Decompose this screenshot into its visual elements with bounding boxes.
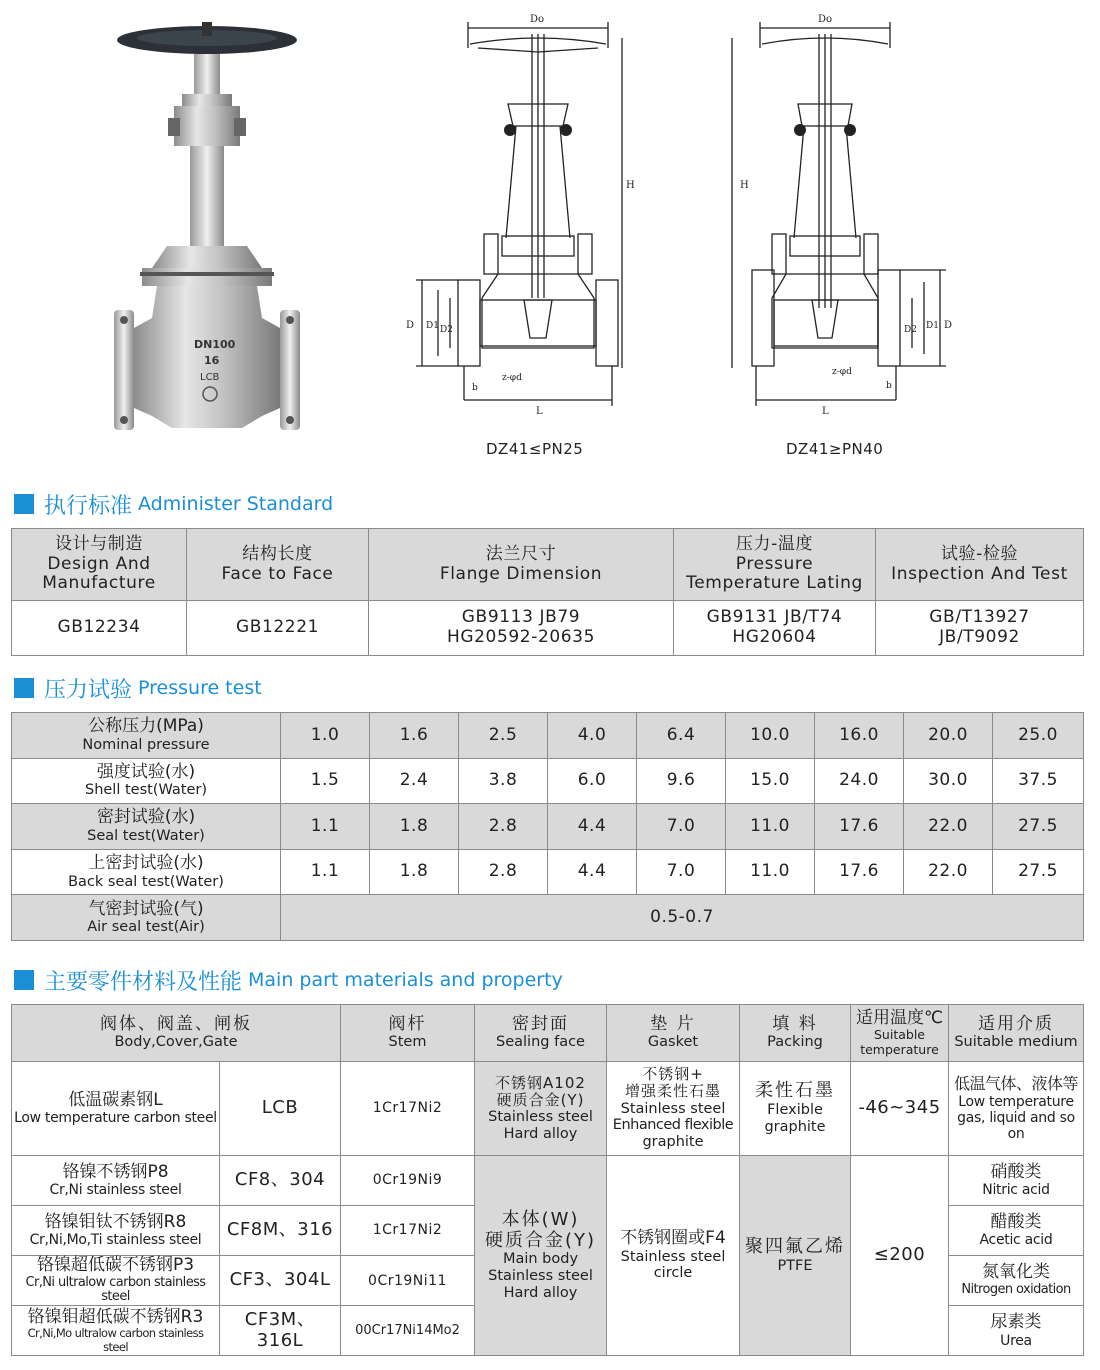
temp-row1: -46~345	[851, 1062, 949, 1156]
standard-table	[11, 528, 1084, 656]
medium-row3: 醋酸类 Acetic acid	[949, 1206, 1084, 1256]
pressure-row-air	[12, 895, 1084, 941]
value-pressure-temp: GB9131 JB/T74 HG20604	[674, 601, 876, 656]
header-pressure-temp: 压力-温度 Pressure Temperature Lating	[674, 529, 876, 601]
heading-zh: 执行标准	[44, 493, 133, 519]
pressure-row	[12, 713, 1084, 759]
air-seal-value: 0.5-0.7	[281, 895, 1084, 941]
pressure-row	[12, 758, 1084, 804]
photo-mark-pn: 16	[204, 354, 220, 367]
dim-b-pn40: b	[886, 381, 892, 391]
pressure-table	[11, 712, 1084, 941]
dim-do-pn40: Do	[818, 14, 833, 25]
header-sealing: 密封面 Sealing face	[475, 1005, 607, 1062]
pressure-value: 4.4	[548, 804, 637, 850]
material-grade: LCB	[220, 1062, 341, 1156]
pressure-value: 17.6	[815, 804, 904, 850]
heading-en: Administer Standard	[138, 493, 334, 515]
packing-row1: 柔性石墨 Flexible graphite	[740, 1062, 851, 1156]
material-stem: 00Cr17Ni14Mo2	[341, 1306, 475, 1356]
pressure-value: 7.0	[637, 849, 726, 895]
gasket-row1: 不锈钢+ 增强柔性石墨 Stainless steel Enhanced flexible graphite	[607, 1062, 740, 1156]
pressure-row-label: 上密封试验(水) Back seal test(Water)	[12, 849, 281, 895]
pressure-row	[12, 804, 1084, 850]
header-gasket: 垫 片 Gasket	[607, 1005, 740, 1062]
dim-l-pn25: L	[536, 406, 543, 417]
pressure-value: 27.5	[993, 849, 1084, 895]
photo-mark-dn: DN100	[194, 338, 236, 351]
material-stem: 0Cr19Ni9	[341, 1156, 475, 1206]
material-grade: CF8、304	[220, 1156, 341, 1206]
pressure-value: 7.0	[637, 804, 726, 850]
pressure-value: 4.0	[548, 713, 637, 759]
caption-pn40: DZ41≥PN40	[786, 440, 884, 458]
header-face-to-face: 结构长度 Face to Face	[187, 529, 369, 601]
square-bullet-icon	[14, 494, 34, 514]
material-name: 铬镍不锈钢P8 Cr,Ni stainless steel	[12, 1156, 220, 1206]
header-stem: 阀杆 Stem	[341, 1005, 475, 1062]
material-name: 铬镍钼钛不锈钢R8 Cr,Ni,Mo,Ti stainless steel	[12, 1206, 220, 1256]
pressure-value: 4.4	[548, 849, 637, 895]
medium-row5: 尿素类 Urea	[949, 1306, 1084, 1356]
pressure-value: 11.0	[726, 849, 815, 895]
drawing-dz41-pn40	[720, 8, 960, 420]
sealing-face-row1: 不锈钢A102 硬质合金(Y) Stainless steel Hard alloy	[475, 1062, 607, 1156]
section-heading-standard	[14, 490, 333, 518]
pressure-row	[12, 849, 1084, 895]
pressure-value: 20.0	[904, 713, 993, 759]
dim-d1-pn25: D1	[426, 321, 439, 331]
section-heading-materials	[14, 966, 563, 994]
pressure-value: 1.0	[281, 713, 370, 759]
photo-mark-material: LCB	[200, 372, 220, 383]
value-design: GB12234	[12, 601, 187, 656]
gate-valve-photo	[112, 18, 302, 440]
pressure-value: 24.0	[815, 758, 904, 804]
pressure-value: 27.5	[993, 804, 1084, 850]
pressure-row-label: 气密封试验(气) Air seal test(Air)	[12, 895, 281, 941]
dim-zphid-pn25: z-φd	[502, 373, 522, 383]
pressure-value: 2.5	[459, 713, 548, 759]
heading-zh: 主要零件材料及性能	[44, 969, 243, 995]
gasket-rest: 不锈钢圈或F4 Stainless steel circle	[607, 1156, 740, 1356]
dim-b-pn25: b	[472, 383, 478, 393]
pressure-value: 37.5	[993, 758, 1084, 804]
value-flange: GB9113 JB79 HG20592-20635	[369, 601, 674, 656]
header-inspection: 试验-检验 Inspection And Test	[876, 529, 1084, 601]
material-name: 铬镍超低碳不锈钢P3 Cr,Ni ultralow carbon stainless steel	[12, 1256, 220, 1306]
medium-row1: 低温气体、液体等 Low temperature gas, liquid and so on	[949, 1062, 1084, 1156]
pressure-row-label: 密封试验(水) Seal test(Water)	[12, 804, 281, 850]
pressure-value: 10.0	[726, 713, 815, 759]
materials-table	[11, 1004, 1084, 1356]
dim-zphid-pn40: z-φd	[832, 367, 852, 377]
heading-en: Pressure test	[138, 677, 262, 699]
pressure-value: 6.4	[637, 713, 726, 759]
material-grade: CF3、304L	[220, 1256, 341, 1306]
dim-h-pn40: H	[740, 180, 749, 191]
pressure-value: 2.4	[370, 758, 459, 804]
header-flange: 法兰尺寸 Flange Dimension	[369, 529, 674, 601]
heading-en: Main part materials and property	[248, 969, 563, 991]
drawing-dz41-pn25	[398, 8, 650, 420]
pressure-value: 6.0	[548, 758, 637, 804]
material-grade: CF8M、316	[220, 1206, 341, 1256]
dim-do-pn25: Do	[530, 14, 545, 25]
material-stem: 0Cr19Ni11	[341, 1256, 475, 1306]
material-stem: 1Cr17Ni2	[341, 1206, 475, 1256]
dim-h-pn25: H	[626, 180, 635, 191]
value-inspection: GB/T13927 JB/T9092	[876, 601, 1084, 656]
material-name: 低温碳素钢L Low temperature carbon steel	[12, 1062, 220, 1156]
pressure-value: 1.8	[370, 849, 459, 895]
dim-d-pn25: D	[406, 320, 415, 331]
pressure-value: 17.6	[815, 849, 904, 895]
pressure-value: 1.5	[281, 758, 370, 804]
pressure-value: 1.1	[281, 804, 370, 850]
temp-rest: ≤200	[851, 1156, 949, 1356]
caption-pn25: DZ41≤PN25	[486, 440, 584, 458]
pressure-value: 11.0	[726, 804, 815, 850]
square-bullet-icon	[14, 678, 34, 698]
pressure-value: 30.0	[904, 758, 993, 804]
dim-d1-pn40: D1	[926, 321, 939, 331]
dim-l-pn40: L	[822, 406, 829, 417]
pressure-value: 9.6	[637, 758, 726, 804]
pressure-value: 2.8	[459, 804, 548, 850]
section-heading-pressure	[14, 674, 262, 702]
pressure-value: 1.6	[370, 713, 459, 759]
pressure-value: 3.8	[459, 758, 548, 804]
dim-d2-pn25: D2	[440, 325, 453, 335]
material-stem: 1Cr17Ni2	[341, 1062, 475, 1156]
pressure-value: 22.0	[904, 804, 993, 850]
heading-zh: 压力试验	[44, 677, 133, 703]
medium-row4: 氮氧化类 Nitrogen oxidation	[949, 1256, 1084, 1306]
sealing-face-rest: 本体(W) 硬质合金(Y) Main body Stainless steel Hard alloy	[475, 1156, 607, 1356]
pressure-value: 1.8	[370, 804, 459, 850]
pressure-value: 16.0	[815, 713, 904, 759]
pressure-value: 22.0	[904, 849, 993, 895]
square-bullet-icon	[14, 970, 34, 990]
pressure-value: 15.0	[726, 758, 815, 804]
value-face-to-face: GB12221	[187, 601, 369, 656]
header-design: 设计与制造 Design And Manufacture	[12, 529, 187, 601]
header-medium: 适用介质 Suitable medium	[949, 1005, 1084, 1062]
pressure-row-label: 公称压力(MPa) Nominal pressure	[12, 713, 281, 759]
header-body: 阀体、阀盖、闸板 Body,Cover,Gate	[12, 1005, 341, 1062]
material-name: 铬镍钼超低碳不锈钢R3 Cr,Ni,Mo ultralow carbon stainless steel	[12, 1306, 220, 1356]
pressure-value: 1.1	[281, 849, 370, 895]
packing-rest: 聚四氟乙烯 PTFE	[740, 1156, 851, 1356]
header-temp: 适用温度℃ Suitable temperature	[851, 1005, 949, 1062]
medium-row2: 硝酸类 Nitric acid	[949, 1156, 1084, 1206]
pressure-value: 2.8	[459, 849, 548, 895]
dim-d2-pn40: D2	[904, 325, 917, 335]
pressure-value: 25.0	[993, 713, 1084, 759]
material-grade: CF3M、316L	[220, 1306, 341, 1356]
pressure-row-label: 强度试验(水) Shell test(Water)	[12, 758, 281, 804]
header-packing: 填 料 Packing	[740, 1005, 851, 1062]
dim-d-pn40: D	[944, 320, 953, 331]
